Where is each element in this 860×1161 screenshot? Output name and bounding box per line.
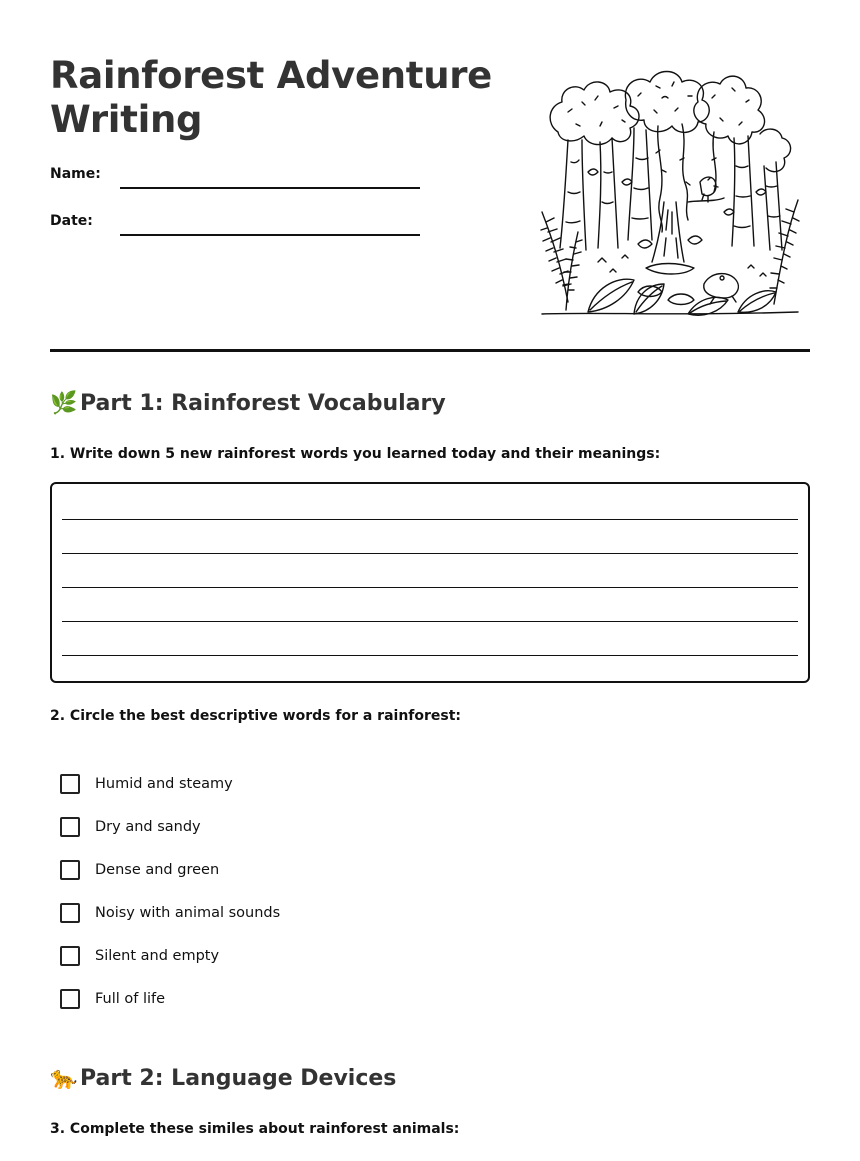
part1-heading-text: Part 1: Rainforest Vocabulary: [80, 391, 446, 416]
option-silent-and-empty[interactable]: [60, 944, 219, 968]
title-line-1: Rainforest Adventure: [50, 54, 492, 97]
checkbox[interactable]: [60, 903, 80, 923]
answer-line-3[interactable]: [62, 587, 798, 588]
answer-line-5[interactable]: [62, 655, 798, 656]
option-label: Noisy with animal sounds: [95, 905, 281, 921]
option-noisy-with-animal-sounds[interactable]: [60, 901, 280, 925]
date-field[interactable]: [120, 234, 420, 236]
name-field[interactable]: [120, 187, 420, 189]
leopard-icon: 🐆: [50, 1066, 78, 1091]
part2-heading: [50, 1065, 396, 1093]
checkbox[interactable]: [60, 989, 80, 1009]
answer-line-2[interactable]: [62, 553, 798, 554]
part2-heading-text: Part 2: Language Devices: [80, 1066, 397, 1091]
answer-line-1[interactable]: [62, 519, 798, 520]
option-label: Silent and empty: [95, 948, 220, 964]
question-1: 1. Write down 5 new rainforest words you learned today and their meanings:: [50, 446, 661, 462]
checkbox[interactable]: [60, 860, 80, 880]
question-2: 2. Circle the best descriptive words for a rainforest:: [50, 708, 462, 724]
name-label: Name:: [50, 166, 101, 182]
worksheet-title: [50, 54, 510, 142]
date-label: Date:: [50, 213, 93, 229]
title-line-2: Writing: [50, 98, 203, 141]
option-dry-and-sandy[interactable]: [60, 815, 201, 839]
rainforest-illustration: [538, 62, 802, 318]
option-dense-and-green[interactable]: [60, 858, 219, 882]
checkbox[interactable]: [60, 946, 80, 966]
question-3: 3. Complete these similes about rainforest animals:: [50, 1121, 460, 1137]
checkbox[interactable]: [60, 774, 80, 794]
option-full-of-life[interactable]: [60, 987, 165, 1011]
option-label: Dense and green: [95, 862, 220, 878]
checkbox[interactable]: [60, 817, 80, 837]
option-label: Humid and steamy: [95, 776, 233, 792]
option-label: Full of life: [95, 991, 166, 1007]
answer-line-4[interactable]: [62, 621, 798, 622]
option-label: Dry and sandy: [95, 819, 201, 835]
header-divider: [50, 349, 810, 352]
vocabulary-answer-box[interactable]: [50, 482, 810, 683]
option-humid-and-steamy[interactable]: [60, 772, 233, 796]
worksheet-page: [50, 0, 810, 1161]
leaf-icon: 🌿: [50, 391, 78, 416]
part1-heading: [50, 390, 446, 418]
